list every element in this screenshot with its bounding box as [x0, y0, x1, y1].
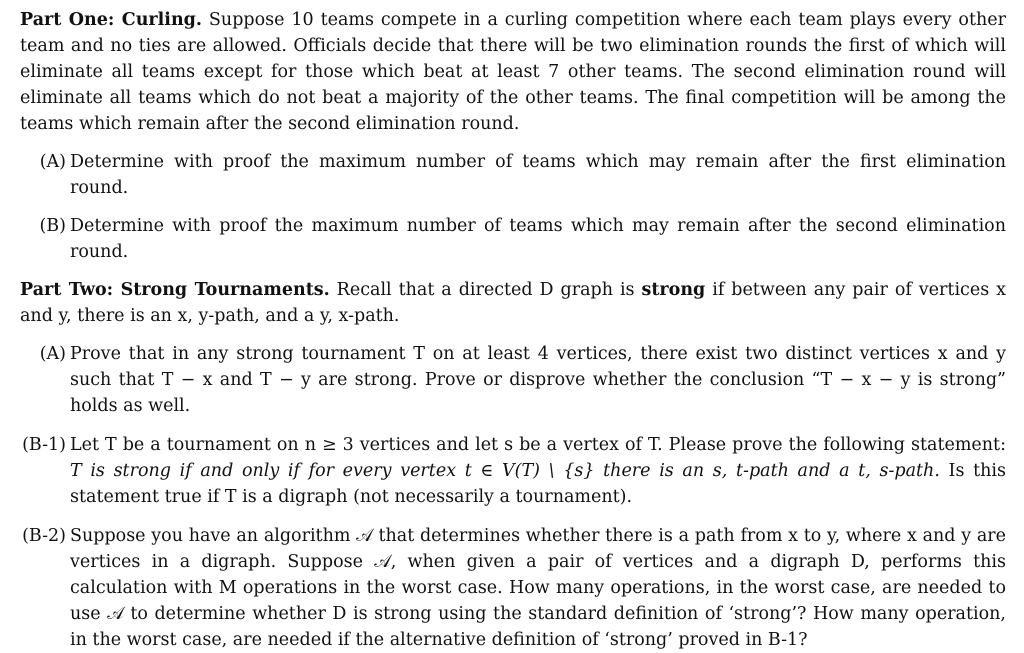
strong-term: strong — [641, 280, 706, 300]
question-label: (B-2) — [22, 526, 66, 546]
question-text: Determine with proof the maximum number of teams which may remain after the second elimination round. — [70, 216, 1006, 262]
question-1b — [20, 213, 1006, 265]
part-one-intro-text: Suppose 10 teams compete in a curling competition where each team plays every other team and no ties are allowed. Officials decide that there will be two elimination rounds the first of which will eliminate all teams except for those which beat at least 7 other teams. The second elimination round will eliminate all teams which do not beat a majority of the other teams. The final competition will be among the teams which remain after the second elimination round. — [20, 10, 1006, 134]
part-one-heading: Part One: Curling. — [20, 10, 203, 30]
question-label: (A) — [39, 152, 66, 172]
part-one-intro — [20, 7, 1006, 137]
document-page — [20, 7, 1006, 653]
part-two-questions — [20, 341, 1006, 653]
question-statement: T is strong if and only if for every vertex t ∈ V(T) \ {s} there is an s, t-path and a t, s-path. — [70, 461, 940, 481]
part-two-heading: Part Two: Strong Tournaments. — [20, 280, 330, 300]
question-text: Prove that in any strong tournament T on at least 4 vertices, there exist two distinct vertices x and y such that T − x and T − y are strong. Prove or disprove whether the conclusion “T − x − y is strong” holds as well. — [70, 344, 1006, 416]
question-text: Suppose you have an algorithm 𝒜 that determines whether there is a path from x to y, where x and y are vertices in a digraph. Suppose 𝒜, when given a pair of vertices and a digraph D, performs this calculation with M operations in the worst case. How many operations, in the worst case, are needed to use 𝒜 to determine whether D is strong using the standard definition of ‘strong’? How many operation, in the worst case, are needed if the alternative definition of ‘strong’ proved in B-1? — [70, 526, 1006, 650]
question-text-b: Is this statement true if T is a digraph (not necessarily a tournament). — [70, 461, 1006, 507]
part-two-intro — [20, 277, 1006, 329]
part-two-intro-text-a: Recall that a directed D graph is — [329, 280, 642, 300]
question-text: Determine with proof the maximum number of teams which may remain after the first elimination round. — [70, 152, 1006, 198]
question-1a — [20, 149, 1006, 201]
question-label: (B) — [39, 216, 66, 236]
question-2b2 — [20, 523, 1006, 653]
question-2b1 — [20, 432, 1006, 510]
part-one-questions — [20, 149, 1006, 265]
question-label: (A) — [39, 344, 66, 364]
part-two-intro-text-b: if between any pair of vertices x and y, there is an x, y-path, and a y, x-path. — [20, 280, 1006, 326]
question-label: (B-1) — [22, 435, 66, 455]
question-2a — [20, 341, 1006, 419]
question-text-a: Let T be a tournament on n ≥ 3 vertices and let s be a vertex of T. Please prove the following statement: — [70, 435, 1006, 455]
